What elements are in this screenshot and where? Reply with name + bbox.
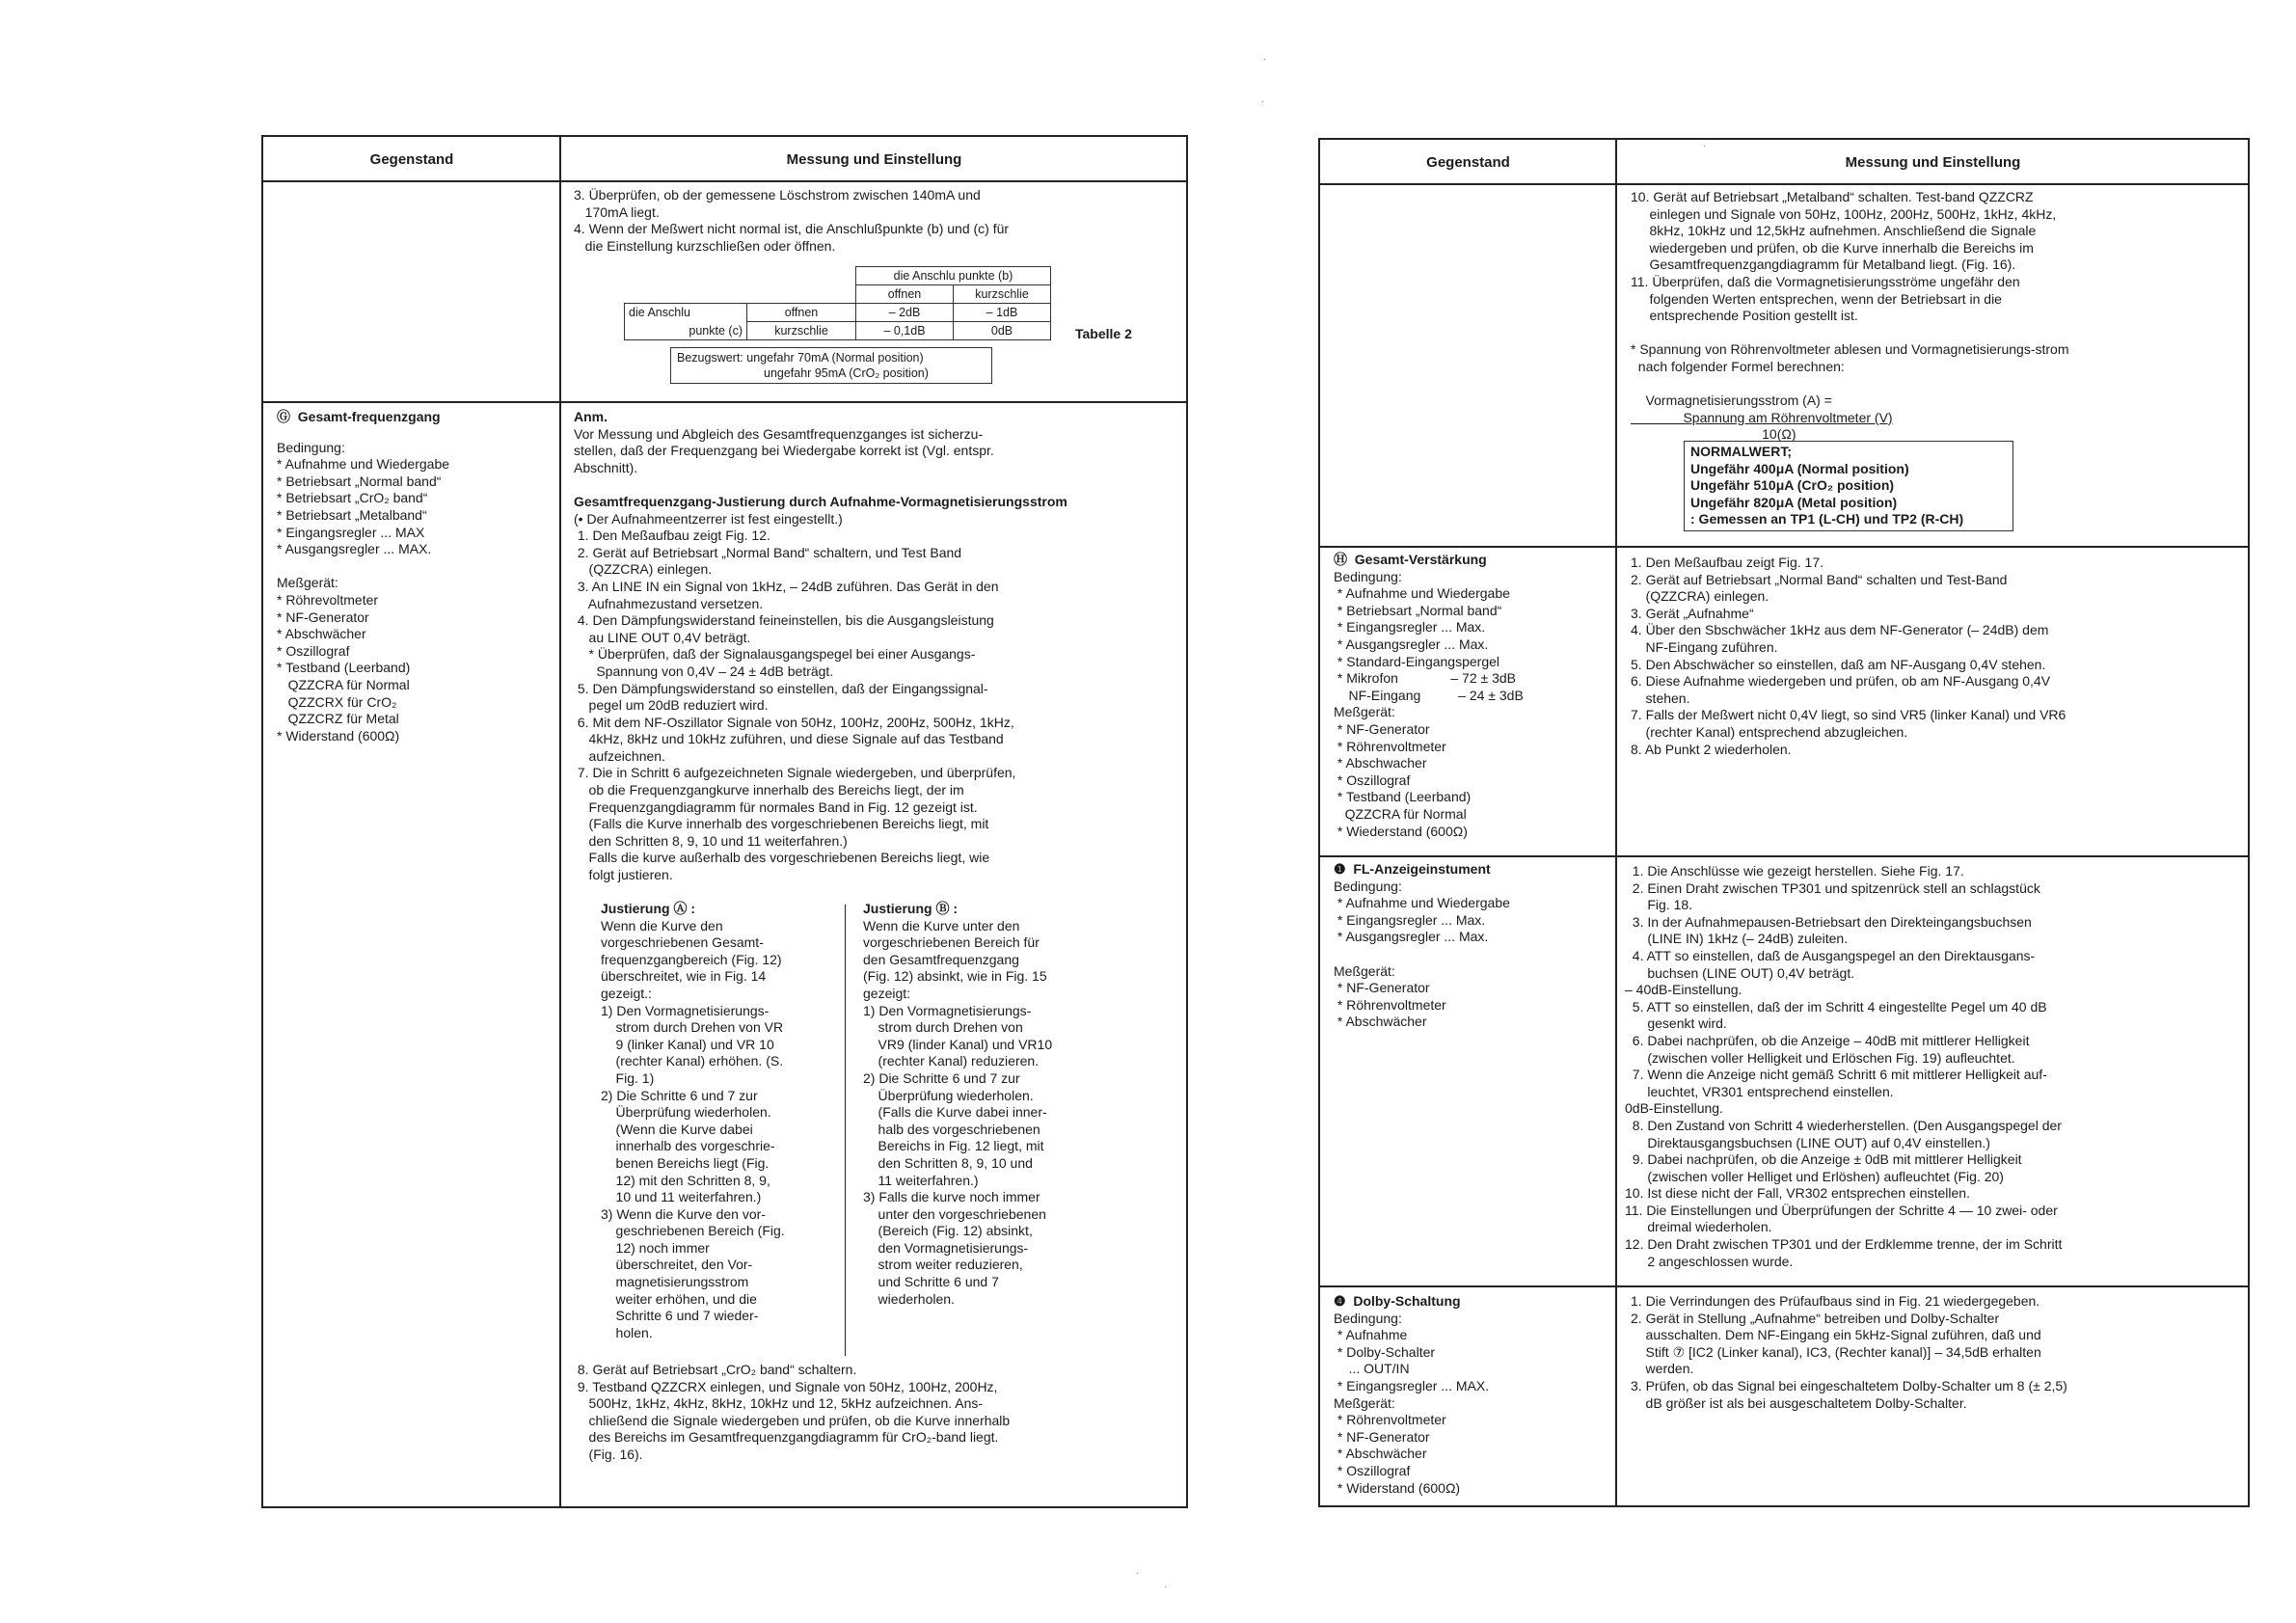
text-line: * Röhrenvoltmeter [1334, 738, 1446, 754]
section-h-conditions [1334, 552, 1613, 840]
text-line: (rechter Kanal) reduzieren. [863, 1053, 1040, 1069]
text-line: 1. Den Meßaufbau zeigt Fig. 17. [1631, 555, 1823, 570]
text-line: (Bereich (Fig. 12) absinkt, [863, 1223, 1033, 1239]
text-line: Justierung Ⓑ : [863, 901, 959, 916]
text-line: ungefahr 95mA (CrO₂ position) [764, 366, 929, 380]
text-line: 2. Gerät auf Betriebsart „Normal Band“ schaltern, und Test Band [574, 544, 962, 560]
table-row-head: die Anschlu [625, 304, 747, 322]
text-line: Ungefähr 400μA (Normal position) [1690, 460, 1909, 476]
text-line: Bedingung: [1334, 1310, 1402, 1326]
text-line: * Oszillograf [1334, 1462, 1411, 1478]
text-line [1631, 376, 2238, 393]
right-row-divider-3 [1320, 1285, 2250, 1287]
text-line: unter den vorgeschriebenen [863, 1205, 1046, 1222]
left-row2-text-bottom [574, 1362, 1181, 1464]
right-row-divider-2 [1320, 855, 2250, 857]
text-line: 9. Testband QZZCRX einlegen, und Signale von 50Hz, 100Hz, 200Hz, [574, 1378, 998, 1394]
text-line: pegel um 20dB reduziert wird. [574, 697, 769, 714]
table-cell: – 2dB [856, 304, 954, 322]
text-line: 2) Die Schritte 6 und 7 zur [601, 1087, 758, 1103]
text-line: holen. [601, 1324, 653, 1340]
text-line: Gesamtfrequenzgangdiagramm für Metalband liegt. (Fig. 16). [1631, 257, 2016, 273]
text-line: 12) mit den Schritten 8, 9, [601, 1172, 770, 1188]
table-2 [624, 266, 1051, 340]
text-line: 5. ATT so einstellen, daß der im Schritt 4 eingestellte Pegel um 40 dB [1625, 998, 2047, 1014]
text-line: Bezugswert: ungefahr 70mA (Normal position) [677, 351, 924, 365]
table-cell: kurzschlie [747, 322, 856, 340]
table-cell: – 0,1dB [856, 322, 954, 340]
text-line: folgenden Werten entsprechen, wenn der Betriebsart in die [1631, 290, 2002, 307]
text-line: 11. Überprüfen, daß die Vormagnetisierungsströme ungefähr den [1631, 273, 2020, 289]
text-line: 1) Den Vormagnetisierungs- [863, 1002, 1032, 1018]
text-line: 4. ATT so einstellen, daß de Ausgangspegel an den Direktausgans- [1625, 947, 2036, 963]
section-g-title: Ⓖ Gesamt-frequenzgang [277, 409, 441, 424]
text-line: * Röhrenvoltmeter [1334, 1412, 1446, 1428]
text-line: * Betriebsart „Normal band“ [1334, 602, 1502, 618]
text-line: 10 und 11 weiterfahren.) [601, 1189, 762, 1205]
text-line: des Bereichs im Gesamtfrequenzgangdiagramm für CrO₂-band liegt. [574, 1429, 999, 1446]
text-line: vorgeschriebenen Bereich für [863, 934, 1040, 951]
text-line: * NF-Generator [1334, 720, 1430, 737]
text-line: Stift ⑦ [IC2 (Linker kanal), IC3, (Rechter kanal)] – 34,5dB erhalten [1631, 1343, 2041, 1360]
text-line: 3. In der Aufnahmepausen-Betriebsart den Direkteingangsbuchsen [1625, 913, 2032, 930]
text-line: * Abschwächer [277, 626, 366, 642]
text-line: leuchtet, VR301 entsprechend einstellen. [1625, 1083, 1894, 1099]
text-line: * Überprüfen, daß der Signalausgangspegel bei einer Ausgangs- [574, 646, 976, 663]
text-line: 3. An LINE IN ein Signal von 1kHz, – 24dB zuführen. Das Gerät in den [574, 578, 999, 594]
text-line: stehen. [1631, 690, 1690, 706]
text-line: * Standard-Eingangspergel [1334, 653, 1500, 669]
text-line: Abschnitt). [574, 459, 638, 475]
text-line: au LINE OUT 0,4V beträgt. [574, 629, 751, 645]
normalwert-box [1684, 441, 2013, 531]
text-line: 11 weiterfahren.) [863, 1172, 979, 1188]
text-line: den Schritten 8, 9, 10 und [863, 1154, 1033, 1171]
text-line: * Ausgangsregler ... Max. [1334, 929, 1489, 945]
text-line: * Testband (Leerband) [277, 660, 411, 676]
text-line: (Falls die Kurve dabei inner- [863, 1104, 1047, 1121]
text-line: Ungefähr 820μA (Metal position) [1690, 494, 1898, 510]
text-line: buchsen (LINE OUT) 0,4V beträgt. [1625, 964, 1855, 981]
bezugswert-box [670, 347, 992, 384]
text-line: (rechter Kanal) entsprechend abzugleichen. [1631, 723, 1908, 740]
table-row-head: punkte (c) [625, 322, 747, 340]
text-line: 9 (linker Kanal) und VR 10 [601, 1036, 774, 1052]
text-line: 5. Den Dämpfungswiderstand so einstellen, daß der Eingangssignal- [574, 680, 988, 696]
text-line: * Ausgangsregler ... Max. [1334, 636, 1489, 652]
text-line: * Abschwacher [1334, 755, 1427, 771]
table-cell: 0dB [954, 322, 1051, 340]
text-line: Falls die kurve außerhalb des vorgeschriebenen Bereichs liegt, wie [574, 850, 990, 866]
text-line: die Einstellung kurzschließen oder öffnen. [574, 237, 836, 254]
text-line: * Eingangsregler ... MAX. [1334, 1377, 1490, 1393]
left-header-col2: Messung und Einstellung [786, 150, 962, 168]
text-line: 6. Diese Aufnahme wiedergeben und prüfen, ob am NF-Ausgang 0,4V [1631, 673, 2051, 690]
text-line: stellen, daß der Frequenzgang bei Wiedergabe korrekt ist (Vgl. entspr. [574, 443, 994, 459]
text-line: – 40dB-Einstellung. [1625, 982, 1742, 998]
text-line: 3. Überprüfen, ob der gemessene Löschstrom zwischen 140mA und [574, 187, 981, 203]
text-line: gesenkt wird. [1625, 1015, 1727, 1032]
text-line: * Dolby-Schalter [1334, 1343, 1436, 1360]
text-line: Vor Messung und Abgleich des Gesamtfrequenzganges ist sicherzu- [574, 425, 984, 442]
text-line: * Eingangsregler ... Max. [1334, 911, 1486, 928]
section-j-title: ❹ Dolby-Schaltung [1334, 1293, 1461, 1309]
text-line: QZZCRX für CrO₂ [277, 693, 397, 710]
section-i-conditions [1334, 861, 1613, 1031]
text-line: : Gemessen an TP1 (L-CH) und TP2 (R-CH) [1690, 511, 1964, 527]
text-line: Meßgerät: [1334, 1394, 1395, 1411]
right-header-col1: Gegenstand [1426, 153, 1510, 171]
text-line: den Schritten 8, 9, 10 und 11 weiterfahren.) [574, 832, 848, 849]
left-header-divider [263, 180, 1188, 182]
text-line: (zwischen voller Helligkeit und Erlöschen Fig. 19) aufleuchtet. [1625, 1049, 2015, 1066]
text-line: 1. Die Verrindungen des Prüfaufbaus sind in Fig. 21 wiedergegeben. [1631, 1293, 2040, 1309]
text-line: * Betriebsart „Metalband“ [277, 506, 427, 523]
text-line: 4. Über den Sbschwächer 1kHz aus dem NF-Generator (– 24dB) dem [1631, 622, 2049, 638]
scan-speck: · [1136, 1568, 1140, 1579]
text-line: 10. Ist diese nicht der Fall, VR302 entsprechen einstellen. [1625, 1185, 1970, 1202]
text-line: Frequenzgangdiagramm für normales Band in Fig. 12 gezeigt ist. [574, 798, 978, 815]
text-line: 9. Dabei nachprüfen, ob die Anzeige ± 0dB mit mittlerer Helligkeit [1625, 1151, 2022, 1168]
left-row1-text [574, 187, 1172, 255]
text-line: * Abschwächer [1334, 1014, 1427, 1030]
text-line: 12. Den Draht zwischen TP301 und der Erdklemme trenne, der im Schritt [1625, 1236, 2063, 1253]
text-line: * Aufnahme und Wiedergabe [277, 456, 450, 473]
text-line: 2) Die Schritte 6 und 7 zur [863, 1069, 1020, 1086]
text-line: (Fig. 16). [574, 1446, 643, 1462]
text-line: (QZZCRA) einlegen. [574, 561, 713, 578]
text-line: einlegen und Signale von 50Hz, 100Hz, 200Hz, 500Hz, 1kHz, 4kHz, [1631, 205, 2057, 222]
text-line: Direktausgangsbuchsen (LINE OUT) auf 0,4V einstellen.) [1625, 1134, 1990, 1150]
text-line: 11. Die Einstellungen und Überprüfungen der Schritte 4 — 10 zwei- oder [1625, 1202, 2058, 1218]
text-line: 8. Ab Punkt 2 wiederholen. [1631, 741, 1792, 757]
text-line: QZZCRZ für Metal [277, 711, 399, 727]
text-line: 2. Gerät auf Betriebsart „Normal Band“ schalten und Test-Band [1631, 571, 2008, 587]
right-column-divider [1615, 140, 1617, 1505]
text-line: 10. Gerät auf Betriebsart „Metalband“ schalten. Test-band QZZCRZ [1631, 189, 2034, 204]
text-line: 3. Gerät „Aufnahme“ [1631, 605, 1754, 621]
text-line: * Mikrofon – 72 ± 3dB [1334, 670, 1516, 687]
text-line: NF-Eingang – 24 ± 3dB [1334, 687, 1524, 703]
table-col-head: kurzschlie [954, 285, 1051, 304]
text-line: Schritte 6 und 7 wieder- [601, 1308, 759, 1324]
text-line: Vormagnetisierungsstrom (A) = [1631, 392, 1832, 409]
text-line: * Aufnahme und Wiedergabe [1334, 895, 1510, 911]
justierung-a [601, 901, 851, 1341]
table-row [625, 285, 1051, 304]
text-line: 3. Prüfen, ob das Signal bei eingeschaltetem Dolby-Schalter um 8 (± 2,5) [1631, 1377, 2067, 1393]
text-line: * Spannung von Röhrenvoltmeter ablesen und Vormagnetisierungs-strom [1631, 341, 2069, 358]
text-line: Fig. 1) [601, 1069, 655, 1086]
text-line: überschreitet, wie in Fig. 14 [601, 968, 767, 985]
text-line: * Röhrenvoltmeter [1334, 996, 1446, 1013]
text-line: * NF-Generator [1334, 1428, 1430, 1445]
text-line: 3) Falls die kurve noch immer [863, 1189, 1040, 1205]
text-line: wiedergeben und prüfen, ob die Kurve innerhalb die Bereichs im [1631, 239, 2034, 256]
table-col-head: offnen [856, 285, 954, 304]
text-line: Anm. [574, 409, 608, 424]
right-header-divider [1320, 183, 2250, 185]
text-line: halb des vorgeschriebenen [863, 1121, 1040, 1137]
scan-speck: · [1261, 96, 1265, 107]
text-line: * Betriebsart „Normal band“ [277, 473, 442, 489]
text-line: 3) Wenn die Kurve den vor- [601, 1205, 766, 1222]
text-line: strom weiter reduzieren, [863, 1257, 1023, 1273]
text-line: weiter erhöhen, und die [601, 1290, 757, 1307]
text-line: nach folgender Formel berechnen: [1631, 358, 1845, 374]
text-line: 4kHz, 8kHz und 10kHz zuführen, und diese Signale auf das Testband [574, 731, 1004, 747]
text-line: werden. [1631, 1361, 1694, 1377]
text-line: 2 angeschlossen wurde. [1625, 1253, 1794, 1269]
text-line: (Falls die Kurve innerhalb des vorgeschriebenen Bereichs liegt, mit [574, 816, 989, 832]
text-line: * Aufnahme und Wiedergabe [1334, 585, 1510, 602]
text-line: * Aufnahme [1334, 1327, 1408, 1343]
text-line: Gesamtfrequenzgang-Justierung durch Aufnahme-Vormagnetisierungsstrom [574, 493, 1067, 509]
text-line: ... OUT/IN [1334, 1361, 1410, 1377]
text-line: 4. Den Dämpfungswiderstand feineinstellen, bis die Ausgangsleistung [574, 612, 994, 629]
justierung-b [863, 901, 1152, 1308]
text-line: 6. Mit dem NF-Oszillator Signale von 50Hz, 100Hz, 200Hz, 500Hz, 1kHz, [574, 714, 1014, 730]
text-line: und Schritte 6 und 7 [863, 1274, 999, 1290]
text-line: (Wenn die Kurve dabei [601, 1121, 753, 1137]
section-g-conditions [277, 409, 556, 744]
text-line: * Abschwächer [1334, 1446, 1427, 1462]
text-line: Wenn die Kurve den [601, 917, 723, 933]
text-line: gezeigt.: [601, 985, 652, 1001]
text-line: Meßgerät: [1334, 704, 1395, 720]
text-line [1334, 946, 1613, 963]
right-table [1318, 138, 2250, 1507]
text-line: 1. Die Anschlüsse wie gezeigt herstellen. Siehe Fig. 17. [1625, 863, 1964, 879]
text-line: Spannung am Röhrenvoltmeter (V) [1631, 409, 1893, 425]
text-line: (Fig. 12) absinkt, wie in Fig. 15 [863, 968, 1047, 985]
text-line: frequenzgangbereich (Fig. 12) [601, 951, 782, 967]
text-line: Spannung von 0,4V – 24 ± 4dB beträgt. [574, 663, 834, 679]
text-line: Überprüfung wiederholen. [601, 1104, 771, 1121]
text-line: 1. Den Meßaufbau zeigt Fig. 12. [574, 527, 770, 544]
text-line: den Gesamtfrequenzgang [863, 951, 1019, 967]
section-h-steps [1631, 555, 2238, 758]
text-line: * NF-Generator [1334, 980, 1430, 996]
text-line: Bedingung: [1334, 878, 1402, 894]
text-line [1631, 325, 2238, 342]
text-line: * Widerstand (600Ω) [1334, 1479, 1461, 1496]
text-line: * Oszillograf [1334, 771, 1411, 788]
text-line: * Ausgangsregler ... MAX. [277, 541, 432, 557]
table-row [625, 322, 1051, 340]
justierung-divider [845, 905, 846, 1356]
text-line: Meßgerät: [277, 575, 338, 591]
right-header-col2: Messung und Einstellung [1845, 153, 2021, 171]
text-line: * Röhrevoltmeter [277, 591, 379, 608]
text-line: 10(Ω) [1631, 426, 1796, 443]
text-line: magnetisierungsstrom [601, 1274, 749, 1290]
table-head: die Anschlu punkte (b) [856, 267, 1051, 285]
text-line: strom durch Drehen von VR [601, 1019, 784, 1036]
section-h-title: Ⓗ Gesamt-Verstärkung [1334, 552, 1487, 567]
text-line: dB größer ist als bei ausgeschaltetem Dolby-Schalter. [1631, 1394, 1967, 1411]
section-j-steps [1631, 1293, 2238, 1412]
text-line: 1) Den Vormagnetisierungs- [601, 1002, 770, 1018]
text-line: Aufnahmezustand versetzen. [574, 595, 764, 611]
text-line: ausschalten. Dem NF-Eingang ein 5kHz-Signal zuführen, daß und [1631, 1327, 2041, 1343]
text-line: 6. Dabei nachprüfen, ob die Anzeige – 40dB mit mittlerer Helligkeit [1625, 1032, 2030, 1048]
text-line: 2. Einen Draht zwischen TP301 und spitzenrück stell an schlagstück [1625, 879, 2040, 896]
text-line: Bedingung: [277, 439, 345, 455]
right-row1-text [1631, 189, 2238, 444]
text-line: Bereichs in Fig. 12 liegt, mit [863, 1138, 1044, 1154]
text-line: 170mA liegt. [574, 203, 660, 220]
section-j-conditions [1334, 1293, 1613, 1497]
text-line: Justierung Ⓐ : [601, 901, 696, 916]
table-cell: – 1dB [954, 304, 1051, 322]
table-2-caption: Tabelle 2 [1075, 326, 1132, 341]
text-line: 2. Gerät in Stellung „Aufnahme“ betreiben und Dolby-Schalter [1631, 1310, 2000, 1326]
text-line: Bedingung: [1334, 568, 1402, 584]
text-line: wiederholen. [863, 1290, 955, 1307]
left-row-divider [263, 401, 1188, 403]
text-line: innerhalb des vorgeschrie- [601, 1138, 775, 1154]
text-line: 4. Wenn der Meßwert nicht normal ist, die Anschlußpunkte (b) und (c) für [574, 221, 1010, 237]
text-line: (zwischen voller Helliget und Erlöshen) aufleuchtet (Fig. 20) [1625, 1168, 2004, 1184]
text-line: (QZZCRA) einlegen. [1631, 588, 1769, 605]
text-line: * Widerstand (600Ω) [277, 727, 400, 744]
text-line: * Wiederstand (600Ω) [1334, 823, 1468, 839]
text-line: 7. Wenn die Anzeige nicht gemäß Schritt 6 mit mittlerer Helligkeit auf- [1625, 1067, 2047, 1083]
text-line: vorgeschriebenen Gesamt- [601, 934, 764, 951]
text-line: überschreitet, den Vor- [601, 1257, 753, 1273]
scan-speck: · [1164, 1582, 1168, 1592]
text-line: aufzeichnen. [574, 747, 665, 764]
text-line: Meßgerät: [1334, 962, 1395, 979]
left-table [261, 135, 1188, 1508]
right-row-divider-1 [1320, 546, 2250, 548]
text-line: (LINE IN) 1kHz (– 24dB) zuleiten. [1625, 931, 1849, 947]
table-row [625, 304, 1051, 322]
text-line: NF-Eingang zuführen. [1631, 638, 1778, 655]
text-line: benen Bereichs liegt (Fig. [601, 1154, 770, 1171]
scan-speck: · [1703, 141, 1707, 151]
text-line: * Eingangsregler ... MAX [277, 524, 425, 540]
text-line: geschriebenen Bereich (Fig. [601, 1223, 785, 1239]
text-line: ob die Frequenzgangkurve innerhalb des Bereichs liegt, der im [574, 782, 964, 798]
section-i-steps [1625, 863, 2242, 1270]
text-line: 5. Den Abschwächer so einstellen, daß am NF-Ausgang 0,4V stehen. [1631, 656, 2046, 672]
text-line: QZZCRA für Normal [1334, 805, 1467, 822]
text-line: 0dB-Einstellung. [1625, 1100, 1723, 1117]
text-line: entsprechende Position gestellt ist. [1631, 308, 1858, 324]
text-line: * NF-Generator [277, 609, 369, 625]
text-line: NORMALWERT; [1690, 444, 1792, 459]
text-line: gezeigt: [863, 985, 911, 1001]
text-line: strom durch Drehen von [863, 1019, 1023, 1036]
text-line: VR9 (linder Kanal) und VR10 [863, 1036, 1053, 1052]
text-line: 7. Die in Schritt 6 aufgezeichneten Signale wiedergeben, und überprüfen, [574, 765, 1016, 781]
text-line: Ungefähr 510μA (CrO₂ position) [1690, 477, 1895, 493]
left-header-col1: Gegenstand [369, 150, 454, 168]
left-column-divider [559, 137, 561, 1506]
text-line: * Eingangsregler ... Max. [1334, 619, 1486, 636]
text-line [277, 558, 556, 576]
text-line: Überprüfung wiederholen. [863, 1087, 1034, 1103]
text-line [574, 476, 1181, 494]
text-line: 500Hz, 1kHz, 4kHz, 8kHz, 10kHz und 12, 5kHz aufzeichnen. Ans- [574, 1395, 984, 1412]
text-line: chließend die Signale wiedergeben und prüfen, ob die Kurve innerhalb [574, 1412, 1011, 1428]
table-row [625, 267, 1051, 285]
text-line: Wenn die Kurve unter den [863, 917, 1020, 933]
text-line: 12) noch immer [601, 1239, 710, 1256]
text-line: (• Der Aufnahmeentzerrer ist fest eingestellt.) [574, 510, 843, 527]
text-line: 8kHz, 10kHz und 12,5kHz aufnehmen. Anschließend die Signale [1631, 223, 2037, 239]
text-line: * Oszillograf [277, 642, 350, 659]
text-line: 8. Gerät auf Betriebsart „CrO₂ band“ schaltern. [574, 1362, 857, 1377]
section-i-title: ❶ FL-Anzeigeinstument [1334, 861, 1491, 877]
text-line: dreimal wiederholen. [1625, 1219, 1772, 1235]
table-cell: offnen [747, 304, 856, 322]
text-line: Fig. 18. [1625, 897, 1693, 913]
text-line: * Betriebsart „CrO₂ band“ [277, 490, 428, 506]
left-row2-text [574, 409, 1181, 884]
text-line: QZZCRA für Normal [277, 676, 410, 692]
text-line: folgt justieren. [574, 867, 673, 883]
scan-speck: · [1263, 54, 1267, 65]
text-line: (rechter Kanal) erhöhen. (S. [601, 1053, 784, 1069]
text-line: 8. Den Zustand von Schritt 4 wiederherstellen. (Den Ausgangspegel der [1625, 1117, 2062, 1133]
text-line: 7. Falls der Meßwert nicht 0,4V liegt, so sind VR5 (linker Kanal) und VR6 [1631, 707, 2066, 723]
text-line: den Vormagnetisierungs- [863, 1239, 1029, 1256]
text-line: * Testband (Leerband) [1334, 789, 1472, 805]
